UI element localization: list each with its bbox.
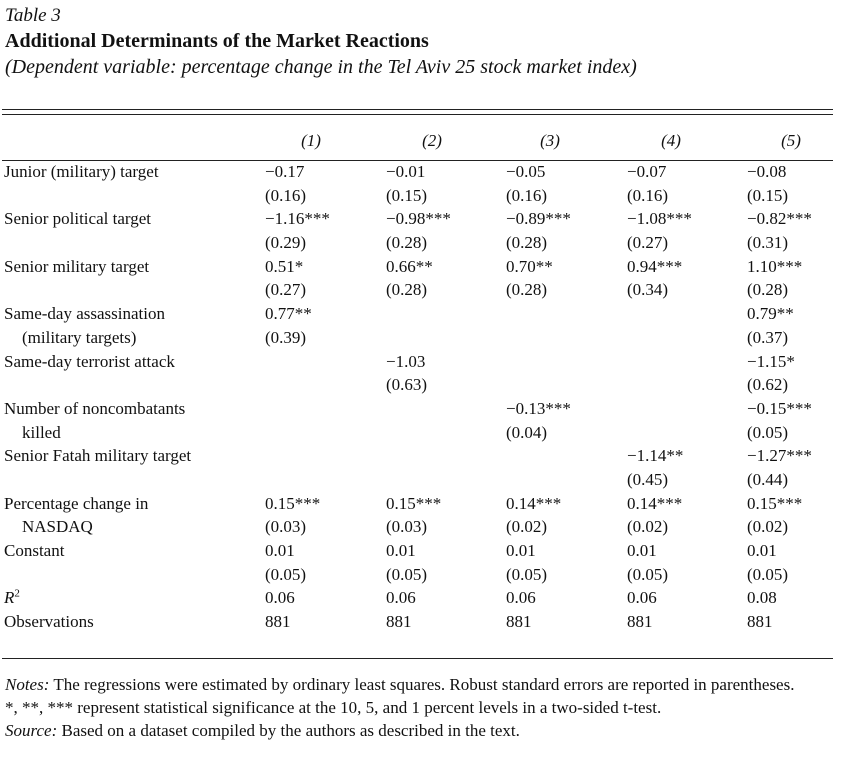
- table-row: [0, 539, 858, 563]
- row-label: NASDAQ: [22, 517, 93, 537]
- table-row: [0, 278, 858, 302]
- row-label: Senior political target: [4, 209, 151, 229]
- table-cell: −0.82***: [747, 209, 812, 229]
- table-row: [0, 373, 858, 397]
- table-row: [0, 492, 858, 516]
- table-cell: 0.01: [627, 541, 657, 560]
- table-cell: −0.98***: [386, 209, 451, 229]
- table-cell: (0.16): [627, 185, 669, 205]
- table-cell: 0.77**: [265, 304, 312, 324]
- table-cell: 0.79**: [747, 304, 794, 324]
- table-cell: −0.17: [265, 162, 305, 181]
- table-row: [0, 610, 858, 634]
- table-cell: (0.31): [747, 233, 789, 253]
- table-cell: −1.16***: [265, 209, 330, 229]
- table-cell: (0.04): [506, 422, 548, 442]
- row-label-superscript: 2: [14, 587, 20, 600]
- notes-lead: Notes:: [5, 675, 50, 694]
- table-cell: (0.28): [506, 233, 548, 253]
- row-label: Same-day assassination: [4, 304, 165, 324]
- notes-paragraph: [5, 673, 843, 696]
- table-cell: (0.02): [627, 517, 669, 537]
- table-cell: 0.01: [386, 541, 416, 560]
- table-row: [0, 350, 858, 374]
- table-row: [0, 326, 858, 350]
- significance-note: *, **, *** represent statistical significance at the 10, 5, and 1 percent levels in a two-sided t-test.: [5, 698, 662, 717]
- table-cell: −0.13***: [506, 398, 571, 418]
- table-cell: (0.03): [265, 517, 307, 537]
- table-cell: (0.02): [747, 517, 789, 537]
- table-cell: (0.05): [747, 564, 789, 584]
- table-row: [0, 160, 858, 184]
- table-cell: (0.44): [747, 469, 789, 489]
- table-cell: (0.27): [627, 233, 669, 253]
- table-row: [0, 586, 858, 610]
- row-label: Senior Fatah military target: [4, 446, 192, 466]
- table-cell: −1.08***: [627, 209, 692, 229]
- table-cell: 0.15***: [265, 493, 321, 513]
- table-cell: −0.08: [747, 162, 787, 181]
- table-caption: [5, 4, 853, 80]
- table-cell: 881: [265, 612, 291, 632]
- table-cell: 0.01: [747, 541, 777, 560]
- source-text: Based on a dataset compiled by the authors as described in the text.: [57, 721, 520, 740]
- regression-table: [0, 124, 858, 634]
- table-cell: (0.63): [386, 375, 428, 395]
- table-cell: (0.05): [747, 422, 789, 442]
- table-row: [0, 397, 858, 421]
- table-cell: −1.15*: [747, 351, 795, 371]
- row-label: (military targets): [22, 327, 137, 347]
- notes-text: The regressions were estimated by ordinary least squares. Robust standard errors are reported in parentheses.: [49, 675, 795, 694]
- table-title: Additional Determinants of the Market Reactions: [5, 30, 429, 52]
- table-cell: 0.06: [265, 588, 295, 608]
- table-cell: (0.62): [747, 375, 789, 395]
- table-cell: 0.01: [265, 541, 295, 560]
- column-header-4: (4): [661, 131, 681, 150]
- table-cell: (0.02): [506, 517, 548, 537]
- row-label: Senior military target: [4, 256, 150, 276]
- row-label: [4, 586, 20, 610]
- table-cell: (0.15): [747, 185, 789, 205]
- table-cell: 0.15***: [747, 493, 803, 513]
- table-cell: (0.28): [506, 280, 548, 300]
- row-label: Observations: [4, 612, 94, 632]
- table-cell: (0.05): [386, 564, 428, 584]
- table-row: [0, 255, 858, 279]
- table-row: [0, 302, 858, 326]
- table-label: Table 3: [5, 5, 61, 26]
- table-subtitle: (Dependent variable: percentage change in the Tel Aviv 25 stock market index): [5, 56, 637, 78]
- bottom-rule: [2, 658, 833, 659]
- table-cell: (0.16): [506, 185, 548, 205]
- column-header-1: (1): [301, 131, 321, 150]
- table-cell: (0.16): [265, 185, 307, 205]
- source-lead: Source:: [5, 721, 58, 740]
- row-label-text: R: [4, 588, 15, 608]
- row-label: Junior (military) target: [4, 162, 159, 181]
- table-cell: 0.01: [506, 541, 536, 560]
- table-row: [0, 207, 858, 231]
- table-cell: 0.08: [747, 588, 777, 608]
- table-cell: −0.05: [506, 162, 546, 181]
- table-row: [0, 184, 858, 208]
- table-cell: (0.03): [386, 517, 428, 537]
- table-cell: −0.89***: [506, 209, 571, 229]
- table-cell: 0.06: [386, 588, 416, 608]
- table-cell: 881: [386, 612, 412, 632]
- table-notes: [5, 673, 843, 742]
- table-cell: 0.14***: [506, 493, 562, 513]
- table-cell: −0.01: [386, 162, 426, 181]
- table-row: [0, 231, 858, 255]
- table-cell: (0.37): [747, 327, 789, 347]
- table-cell: 0.06: [506, 588, 536, 608]
- column-header-5: (5): [781, 131, 801, 150]
- row-label: killed: [22, 422, 61, 442]
- table-cell: (0.15): [386, 185, 428, 205]
- row-label: Number of noncombatants: [4, 398, 186, 418]
- table-body: [0, 160, 858, 634]
- table-row: [0, 515, 858, 539]
- table-cell: (0.28): [386, 280, 428, 300]
- table-row: [0, 468, 858, 492]
- table-cell: 881: [506, 612, 532, 632]
- table-cell: (0.39): [265, 327, 307, 347]
- table-cell: −0.15***: [747, 398, 812, 418]
- table-cell: (0.29): [265, 233, 307, 253]
- table-row: [0, 421, 858, 445]
- column-header-3: (3): [540, 131, 560, 150]
- top-double-rule-upper: [2, 109, 833, 110]
- row-label: Percentage change in: [4, 493, 149, 513]
- row-label: Same-day terrorist attack: [4, 351, 175, 371]
- table-cell: −1.03: [386, 351, 426, 371]
- table-cell: (0.05): [627, 564, 669, 584]
- table-cell: (0.27): [265, 280, 307, 300]
- table-cell: −1.14**: [627, 446, 684, 466]
- table-cell: 1.10***: [747, 256, 803, 276]
- column-header-2: (2): [422, 131, 442, 150]
- source-paragraph: [5, 719, 843, 742]
- column-header-row: [0, 124, 858, 158]
- table-cell: 0.66**: [386, 256, 433, 276]
- top-double-rule-lower: [2, 114, 833, 115]
- table-cell: (0.05): [506, 564, 548, 584]
- table-cell: 0.06: [627, 588, 657, 608]
- table-cell: 0.15***: [386, 493, 442, 513]
- table-row: [0, 444, 858, 468]
- table-row: [0, 563, 858, 587]
- table-cell: (0.28): [386, 233, 428, 253]
- table-cell: (0.34): [627, 280, 669, 300]
- table-cell: −0.07: [627, 162, 667, 181]
- table-cell: (0.05): [265, 564, 307, 584]
- table-cell: −1.27***: [747, 446, 812, 466]
- table-cell: 0.70**: [506, 256, 553, 276]
- table-cell: 0.94***: [627, 256, 683, 276]
- table-cell: 0.14***: [627, 493, 683, 513]
- table-cell: (0.28): [747, 280, 789, 300]
- table-cell: 881: [627, 612, 653, 632]
- row-label: Constant: [4, 541, 65, 560]
- table-cell: 881: [747, 612, 773, 632]
- table-cell: 0.51*: [265, 256, 304, 276]
- table-cell: (0.45): [627, 469, 669, 489]
